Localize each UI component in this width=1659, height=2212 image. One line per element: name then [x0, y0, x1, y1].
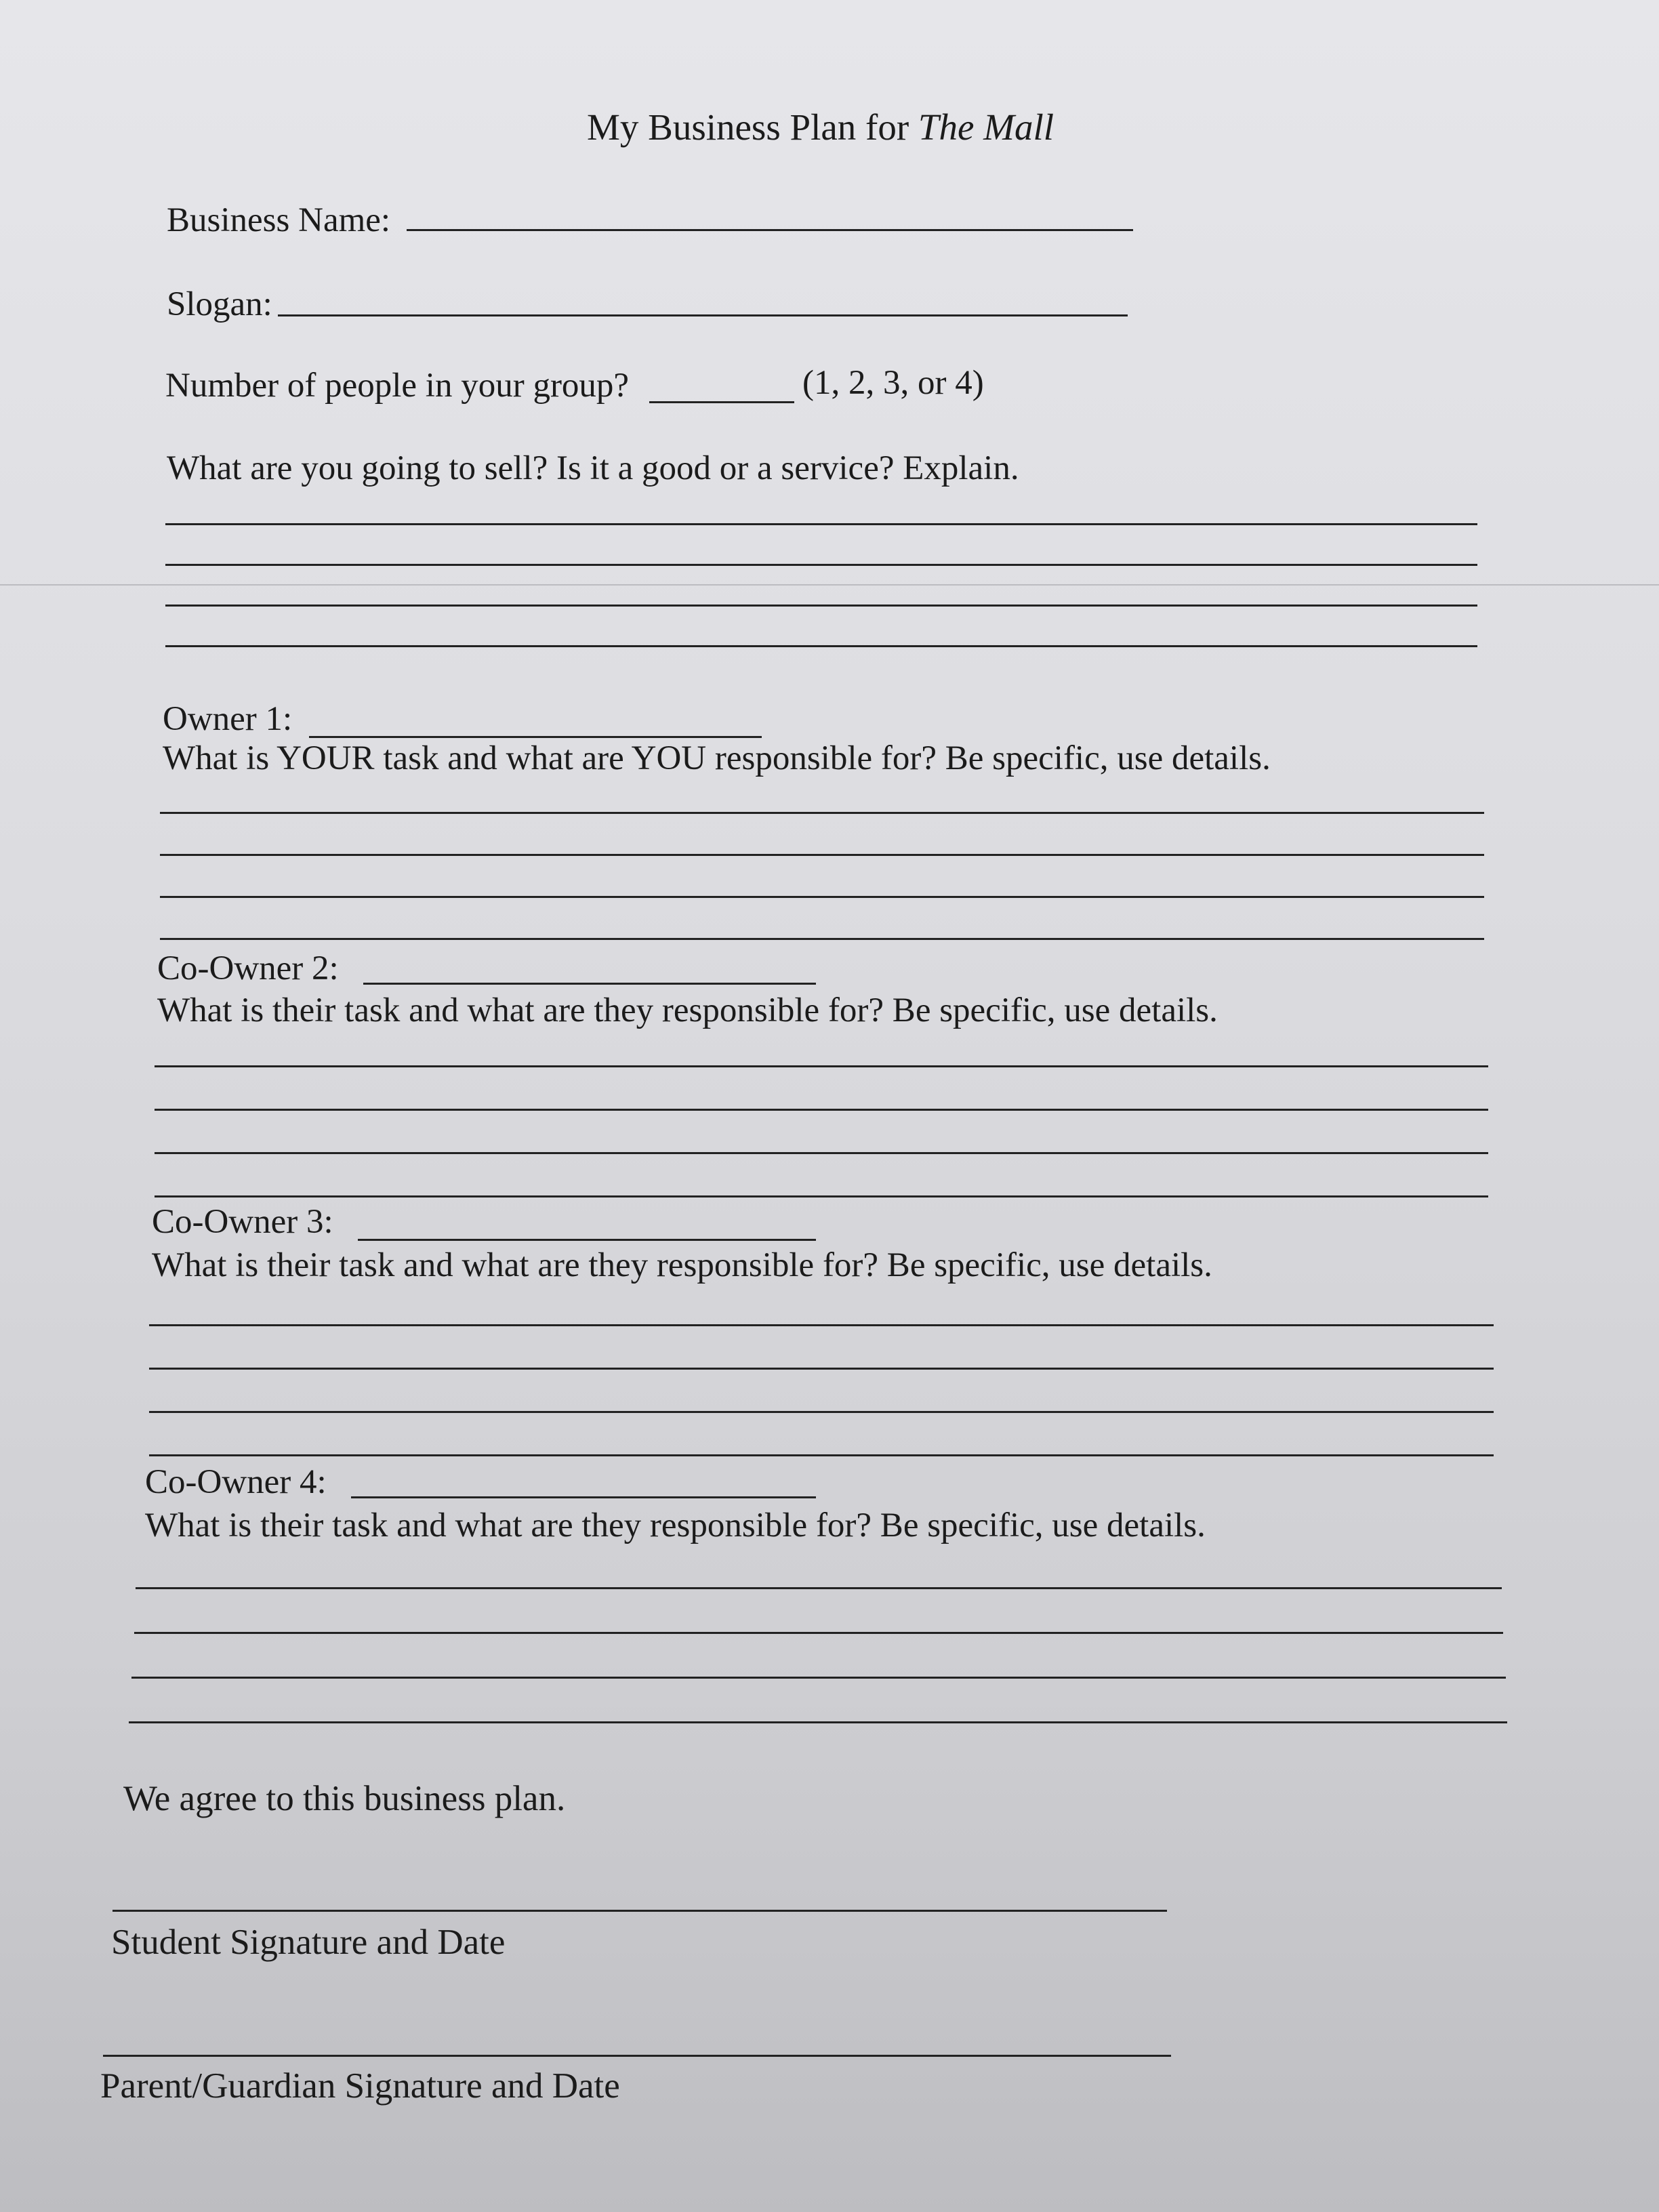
group-size-label: Number of people in your group?: [165, 367, 630, 405]
page-title-italic: The Mall: [918, 106, 1054, 148]
owner-3-answer-line-1[interactable]: [149, 1324, 1494, 1326]
owner-2-answer-line-3[interactable]: [155, 1152, 1488, 1154]
owner-4-answer-line-3[interactable]: [131, 1677, 1506, 1679]
slogan-blank[interactable]: [278, 314, 1128, 316]
owner-3-question: What is their task and what are they responsible for? Be specific, use details.: [152, 1246, 1212, 1284]
owner-1-answer-line-4[interactable]: [160, 938, 1484, 940]
owner-3-answer-line-4[interactable]: [149, 1454, 1494, 1456]
page-title-text: My Business Plan for: [587, 106, 918, 148]
parent-signature-label: Parent/Guardian Signature and Date: [100, 2066, 620, 2106]
business-name-blank[interactable]: [407, 229, 1133, 231]
owner-1-name-blank[interactable]: [309, 736, 762, 738]
owner-3-answer-line-3[interactable]: [149, 1411, 1494, 1413]
owner-2-answer-line-4[interactable]: [155, 1195, 1488, 1197]
owner-2-name-blank[interactable]: [363, 983, 816, 985]
owner-1-answer-line-3[interactable]: [160, 896, 1484, 898]
paper-fold-line: [0, 584, 1659, 586]
owner-1-label: Owner 1:: [163, 700, 293, 738]
owner-4-name-blank[interactable]: [351, 1496, 816, 1498]
owner-2-label: Co-Owner 2:: [157, 949, 339, 987]
group-size-hint: (1, 2, 3, or 4): [802, 364, 984, 402]
sell-answer-line-1[interactable]: [165, 523, 1477, 525]
owner-2-answer-line-1[interactable]: [155, 1065, 1488, 1067]
owner-3-label: Co-Owner 3:: [152, 1203, 333, 1241]
owner-2-answer-line-2[interactable]: [155, 1109, 1488, 1111]
owner-4-label: Co-Owner 4:: [145, 1463, 327, 1501]
owner-1-answer-line-2[interactable]: [160, 854, 1484, 856]
parent-signature-line[interactable]: [103, 2055, 1171, 2057]
group-size-blank[interactable]: [649, 401, 794, 403]
owner-3-name-blank[interactable]: [358, 1239, 816, 1241]
agreement-statement: We agree to this business plan.: [123, 1779, 566, 1818]
owner-3-answer-line-2[interactable]: [149, 1368, 1494, 1370]
page-title: [587, 108, 1054, 146]
owner-4-answer-line-4[interactable]: [129, 1721, 1507, 1723]
owner-1-answer-line-1[interactable]: [160, 812, 1484, 814]
sell-answer-line-4[interactable]: [165, 645, 1477, 647]
owner-4-question: What is their task and what are they responsible for? Be specific, use details.: [145, 1507, 1206, 1544]
student-signature-line[interactable]: [112, 1910, 1167, 1912]
owner-4-answer-line-2[interactable]: [134, 1632, 1503, 1634]
slogan-label: Slogan:: [167, 285, 272, 323]
owner-1-question: What is YOUR task and what are YOU responsible for? Be specific, use details.: [163, 739, 1271, 777]
owner-2-question: What is their task and what are they responsible for? Be specific, use details.: [157, 991, 1218, 1029]
sell-answer-line-2[interactable]: [165, 564, 1477, 566]
student-signature-label: Student Signature and Date: [111, 1923, 506, 1962]
sell-answer-line-3[interactable]: [165, 605, 1477, 607]
business-name-label: Business Name:: [167, 201, 391, 239]
owner-4-answer-line-1[interactable]: [136, 1587, 1502, 1589]
sell-question: What are you going to sell? Is it a good or a service? Explain.: [167, 449, 1019, 487]
